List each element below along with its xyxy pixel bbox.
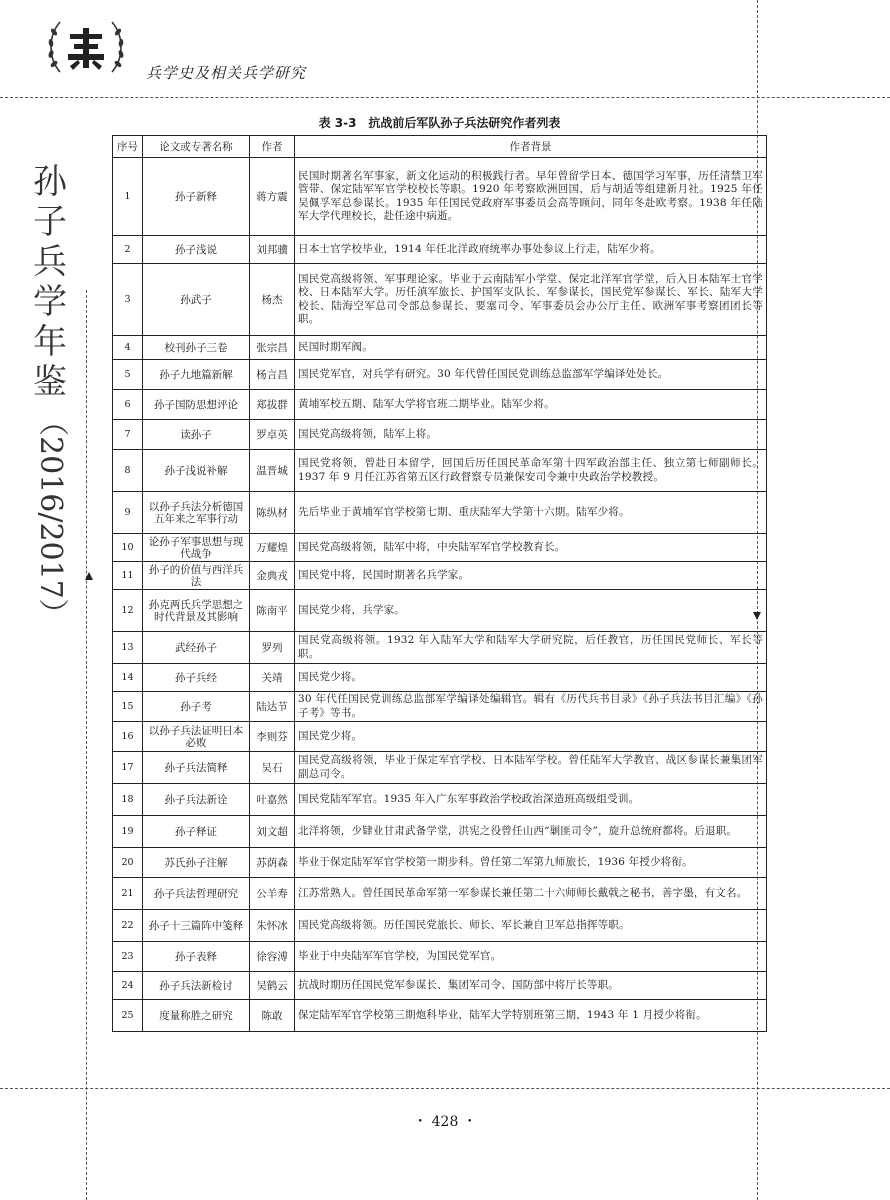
row-title: 度量称胜之研究 [143, 1000, 250, 1032]
row-author: 张宗昌 [250, 336, 295, 360]
column-header-background: 作者背景 [295, 136, 767, 158]
row-background: 民国时期著名军事家，新文化运动的积极践行者。早年曾留学日本、德国学习军事，历任清禁卫军管带、保定陆军军官学校校长等职。1920 年考察欧洲回国，后与胡适等组建新月社。1925 年任吴佩孚军总参谋长。1935 年任国民党政府军事委员会高等顾问，同年冬赴欧考察。1938 年任陆军大学代理校长，赴任途中病逝。 [295, 158, 767, 236]
row-author: 公羊寿 [250, 878, 295, 910]
row-title: 孙子兵法哲理研究 [143, 878, 250, 910]
table-row [113, 692, 767, 722]
row-author: 温晋城 [250, 450, 295, 492]
row-author: 陈南平 [250, 590, 295, 632]
authors-table [112, 135, 767, 1032]
row-number: 9 [113, 492, 143, 534]
row-author: 关靖 [250, 664, 295, 692]
row-background: 保定陆军军官学校第三期炮科毕业，陆军大学特别班第三期，1943 年 1 月授少将衔。 [295, 1000, 767, 1032]
row-title: 孙子释证 [143, 816, 250, 848]
row-title: 孙子十三篇阵中笺释 [143, 910, 250, 942]
row-author: 叶嘉然 [250, 784, 295, 816]
row-author: 苏荫森 [250, 848, 295, 878]
row-background: 国民党高级将领，陆军上将。 [295, 420, 767, 450]
row-number: 10 [113, 534, 143, 562]
row-background: 国民党军官，对兵学有研究。30 年代曾任国民党训练总监部军学编译处处长。 [295, 360, 767, 390]
table-row [113, 722, 767, 752]
row-background: 先后毕业于黄埔军官学校第七期、重庆陆军大学第十六期。陆军少将。 [295, 492, 767, 534]
table-row [113, 492, 767, 534]
row-background: 国民党高级将领。历任国民党旅长、师长、军长兼自卫军总指挥等职。 [295, 910, 767, 942]
side-title-char: 鉴 [33, 362, 67, 402]
side-title-char: 学 [33, 282, 67, 322]
row-number: 6 [113, 390, 143, 420]
row-author: 刘文超 [250, 816, 295, 848]
row-author: 杨杰 [250, 264, 295, 336]
row-author: 金典戎 [250, 562, 295, 590]
row-author: 陈敢 [250, 1000, 295, 1032]
emblem-logo-icon [40, 14, 132, 84]
row-background: 国民党中将，民国时期著名兵学家。 [295, 562, 767, 590]
column-header-no: 序号 [113, 136, 143, 158]
table-row [113, 816, 767, 848]
row-author: 蒋方震 [250, 158, 295, 236]
row-number: 24 [113, 972, 143, 1000]
row-author: 罗列 [250, 632, 295, 664]
row-background: 国民党少将。 [295, 664, 767, 692]
table-row [113, 336, 767, 360]
row-title: 论孙子军事思想与现代战争 [143, 534, 250, 562]
row-author: 徐容溥 [250, 942, 295, 972]
arrow-up-icon [85, 572, 93, 580]
row-author: 郑拔群 [250, 390, 295, 420]
row-number: 7 [113, 420, 143, 450]
row-background: 民国时期军阀。 [295, 336, 767, 360]
row-author: 朱怀冰 [250, 910, 295, 942]
table-row [113, 848, 767, 878]
left-dashed-rule [86, 290, 87, 1200]
table-row [113, 450, 767, 492]
row-background: 国民党高级将领。1932 年入陆军大学和陆军大学研究院，后任教官，历任国民党师长、军长等职。 [295, 632, 767, 664]
row-author: 刘邦骥 [250, 236, 295, 264]
row-background: 毕业于中央陆军军官学校，为国民党军官。 [295, 942, 767, 972]
table-row [113, 784, 767, 816]
table-row [113, 664, 767, 692]
row-title: 校刊孙子三卷 [143, 336, 250, 360]
row-background: 国民党高级将领，毕业于保定军官学校、日本陆军学校。曾任陆军大学教官、战区参谋长兼集团军副总司令。 [295, 752, 767, 784]
row-title: 武经孙子 [143, 632, 250, 664]
row-title: 孙子兵法新诠 [143, 784, 250, 816]
side-title-char: 年 [33, 322, 67, 362]
row-number: 20 [113, 848, 143, 878]
table-row [113, 158, 767, 236]
table-row [113, 1000, 767, 1032]
side-book-title [30, 162, 70, 629]
row-background: 国民党陆军军官。1935 年入广东军事政治学校政治深造班高级组受训。 [295, 784, 767, 816]
table-row [113, 590, 767, 632]
row-author: 吴石 [250, 752, 295, 784]
row-number: 8 [113, 450, 143, 492]
table-row [113, 390, 767, 420]
row-title: 苏氏孙子注解 [143, 848, 250, 878]
table-row [113, 236, 767, 264]
row-number: 2 [113, 236, 143, 264]
running-header-title: 兵学史及相关兵学研究 [146, 64, 307, 82]
row-background: 国民党高级将领，陆军中将，中央陆军军官学校教育长。 [295, 534, 767, 562]
side-title-char: 子 [33, 202, 67, 242]
row-author: 万耀煌 [250, 534, 295, 562]
table-row [113, 360, 767, 390]
row-background: 北洋将领，少肄业甘肃武备学堂，洪宪之役曾任山西“剿匪司令”，旋升总统府都将。后退职。 [295, 816, 767, 848]
row-number: 19 [113, 816, 143, 848]
row-number: 12 [113, 590, 143, 632]
row-number: 21 [113, 878, 143, 910]
row-number: 22 [113, 910, 143, 942]
row-author: 陈纵材 [250, 492, 295, 534]
row-title: 读孙子 [143, 420, 250, 450]
row-number: 15 [113, 692, 143, 722]
row-title: 孙子考 [143, 692, 250, 722]
page-number: ・ 428 ・ [413, 1114, 477, 1130]
row-number: 18 [113, 784, 143, 816]
row-background: 日本士官学校毕业，1914 年任北洋政府统率办事处参议上行走，陆军少将。 [295, 236, 767, 264]
row-background: 国民党高级将领、军事理论家。毕业于云南陆军小学堂、保定北洋军官学堂，后入日本陆军士官学校、日本陆军大学。历任滇军旅长、护国军支队长、军参谋长，国民党军参谋长、军长、陆军大学校长、陆海空军总司令部总参谋长、要塞司令、军事委员会办公厅主任、欧洲军事考察团团长等职。 [295, 264, 767, 336]
row-title: 以孙子兵法证明日本必败 [143, 722, 250, 752]
table-row [113, 972, 767, 1000]
row-title: 孙武子 [143, 264, 250, 336]
table-body [113, 158, 767, 1032]
row-number: 5 [113, 360, 143, 390]
table-row [113, 562, 767, 590]
row-author: 罗卓英 [250, 420, 295, 450]
table-row [113, 942, 767, 972]
row-background: 国民党将领，曾赴日本留学，回国后历任国民革命军第十四军政治部主任、独立第七师副师长。1937 年 9 月任江苏省第五区行政督察专员兼保安司令兼中央政治学校教授。 [295, 450, 767, 492]
row-background: 抗战时期历任国民党军参谋长、集团军司令、国防部中将厅长等职。 [295, 972, 767, 1000]
row-title: 孙子兵法新检讨 [143, 972, 250, 1000]
row-title: 孙子新释 [143, 158, 250, 236]
table-caption: 表 3-3 抗战前后军队孙子兵法研究作者列表 [318, 116, 561, 130]
row-number: 4 [113, 336, 143, 360]
row-background: 国民党少将。 [295, 722, 767, 752]
row-number: 14 [113, 664, 143, 692]
row-background: 黄埔军校五期、陆军大学将官班二期毕业。陆军少将。 [295, 390, 767, 420]
row-number: 16 [113, 722, 143, 752]
row-author: 李则芬 [250, 722, 295, 752]
table-row [113, 264, 767, 336]
row-number: 3 [113, 264, 143, 336]
column-header-author: 作者 [250, 136, 295, 158]
side-title-char: 孙 [33, 162, 67, 202]
row-title: 孙子兵法简释 [143, 752, 250, 784]
row-title: 孙子九地篇新解 [143, 360, 250, 390]
row-title: 孙子表释 [143, 942, 250, 972]
side-title-char: 兵 [33, 242, 67, 282]
row-number: 23 [113, 942, 143, 972]
row-number: 17 [113, 752, 143, 784]
row-author: 杨言昌 [250, 360, 295, 390]
table-row [113, 534, 767, 562]
row-background: 江苏常熟人。曾任国民革命军第一军参谋长兼任第二十六师师长戴戟之秘书，善字墨，有文名。 [295, 878, 767, 910]
row-title: 以孙子兵法分析德国五年来之军事行动 [143, 492, 250, 534]
row-background: 国民党少将，兵学家。 [295, 590, 767, 632]
table-header-row [113, 136, 767, 158]
row-number: 25 [113, 1000, 143, 1032]
table-row [113, 632, 767, 664]
row-title: 孙克两氏兵学思想之时代背景及其影响 [143, 590, 250, 632]
row-title: 孙子兵经 [143, 664, 250, 692]
table-row [113, 910, 767, 942]
row-title: 孙子浅说补解 [143, 450, 250, 492]
row-number: 13 [113, 632, 143, 664]
row-title: 孙子国防思想评论 [143, 390, 250, 420]
table-row [113, 420, 767, 450]
row-background: 30 年代任国民党训练总监部军学编译处编辑官。辑有《历代兵书目录》《孙子兵法书目汇编》《孙子考》等书。 [295, 692, 767, 722]
side-title-year: （2016/2017） [33, 406, 68, 629]
row-number: 1 [113, 158, 143, 236]
row-background: 毕业于保定陆军军官学校第一期步科。曾任第二军第九师旅长，1936 年授少将衔。 [295, 848, 767, 878]
row-title: 孙子的价值与西洋兵法 [143, 562, 250, 590]
row-title: 孙子浅说 [143, 236, 250, 264]
table-row [113, 878, 767, 910]
row-number: 11 [113, 562, 143, 590]
column-header-title: 论文或专著名称 [143, 136, 250, 158]
row-author: 吴鹤云 [250, 972, 295, 1000]
row-author: 陆达节 [250, 692, 295, 722]
table-row [113, 752, 767, 784]
